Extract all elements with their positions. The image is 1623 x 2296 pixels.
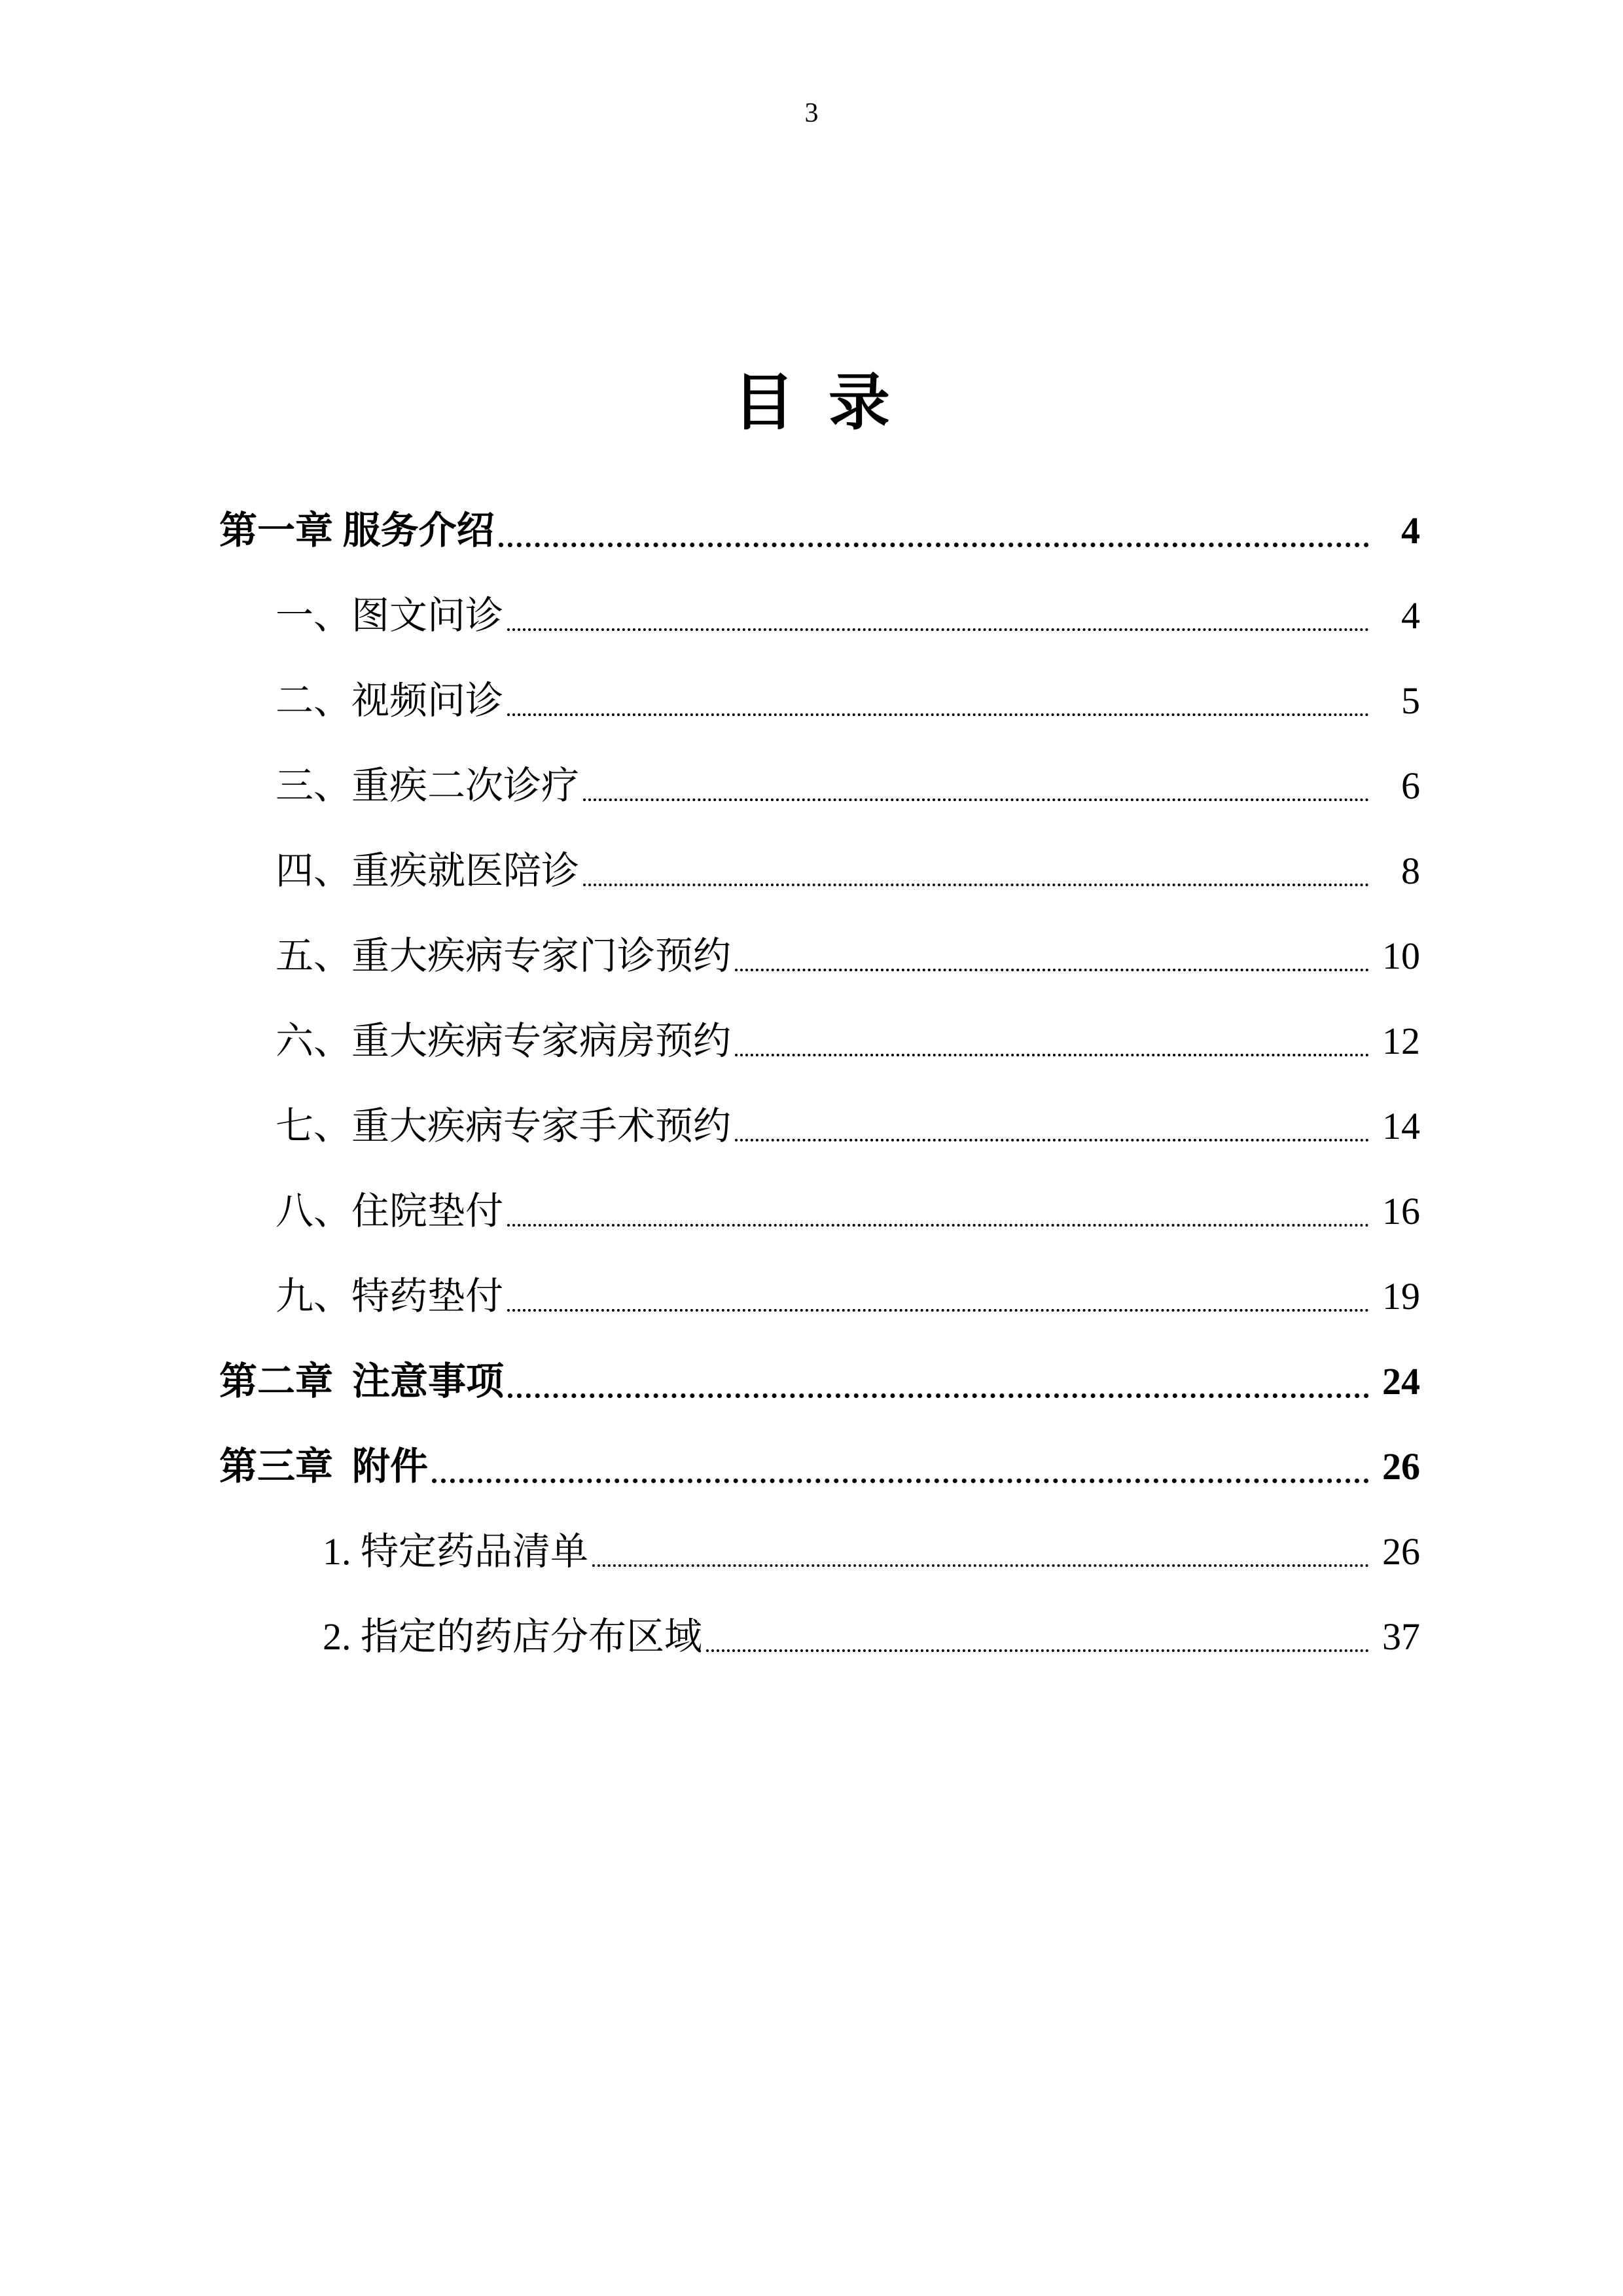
toc-entry [219,1339,1420,1424]
toc-entry-page: 5 [1401,679,1420,722]
toc-entry-page: 14 [1382,1105,1420,1147]
toc-entry [219,1254,1420,1339]
toc-leader-dots [735,1054,1369,1056]
toc-entry-page: 4 [1401,594,1420,637]
toc-entry [219,999,1420,1084]
toc-entry-label: 第二章 注意事项 [219,1360,505,1403]
toc-entry-label: 二、视频问诊 [276,679,504,722]
toc-entry-label: 七、重大疾病专家手术预约 [276,1105,732,1147]
toc-entry-label: 八、住院垫付 [276,1190,504,1232]
toc-leader-dots [432,1479,1369,1483]
toc-entry-page: 37 [1382,1615,1420,1658]
toc-entry [219,1509,1420,1594]
toc-entry [219,1424,1420,1509]
toc-entry-label: 五、重大疾病专家门诊预约 [276,935,732,977]
toc-entry-label: 六、重大疾病专家病房预约 [276,1020,732,1062]
toc-entry-page: 10 [1382,935,1420,977]
toc-list [219,488,1420,1679]
toc-entry-label: 四、重疾就医陪诊 [276,850,580,892]
toc-leader-dots [507,713,1369,716]
toc-entry-label: 一、图文问诊 [276,594,504,637]
toc-entry-page: 6 [1401,764,1420,807]
toc-leader-dots [583,798,1369,801]
toc-entry-page: 8 [1401,850,1420,892]
toc-entry [219,658,1420,744]
toc-entry [219,744,1420,829]
toc-entry-page: 16 [1382,1190,1420,1232]
toc-entry-label: 第一章 服务介绍 [219,509,495,552]
toc-entry [219,488,1420,573]
toc-entry [219,1594,1420,1679]
toc-leader-dots [499,543,1369,547]
toc-entry-label: 九、特药垫付 [276,1275,504,1318]
toc-entry-page: 12 [1382,1020,1420,1062]
toc-leader-dots [507,1309,1369,1312]
toc-leader-dots [735,969,1369,971]
toc-entry-page: 26 [1382,1530,1420,1573]
toc-entry-page: 26 [1382,1445,1420,1488]
toc-entry-label: 2. 指定的药店分布区域 [323,1615,703,1658]
toc-leader-dots [507,1224,1369,1227]
toc-entry-label: 1. 特定药品清单 [323,1530,589,1573]
toc-leader-dots [508,1393,1369,1398]
toc-leader-dots [706,1649,1369,1652]
toc-leader-dots [583,884,1369,886]
toc-entry [219,1084,1420,1169]
toc-entry [219,829,1420,914]
toc-entry-label: 三、重疾二次诊疗 [276,764,580,807]
toc-entry-page: 4 [1401,509,1420,552]
toc-entry [219,573,1420,658]
toc-leader-dots [735,1139,1369,1141]
toc-title: 目录 [733,369,924,437]
toc-entry [219,1169,1420,1254]
toc-leader-dots [592,1564,1369,1567]
page-number: 3 [804,98,819,128]
toc-leader-dots [507,628,1369,631]
toc-entry-page: 24 [1382,1360,1420,1403]
toc-entry-label: 第三章 附件 [219,1445,429,1488]
toc-entry-page: 19 [1382,1275,1420,1318]
toc-entry [219,914,1420,999]
